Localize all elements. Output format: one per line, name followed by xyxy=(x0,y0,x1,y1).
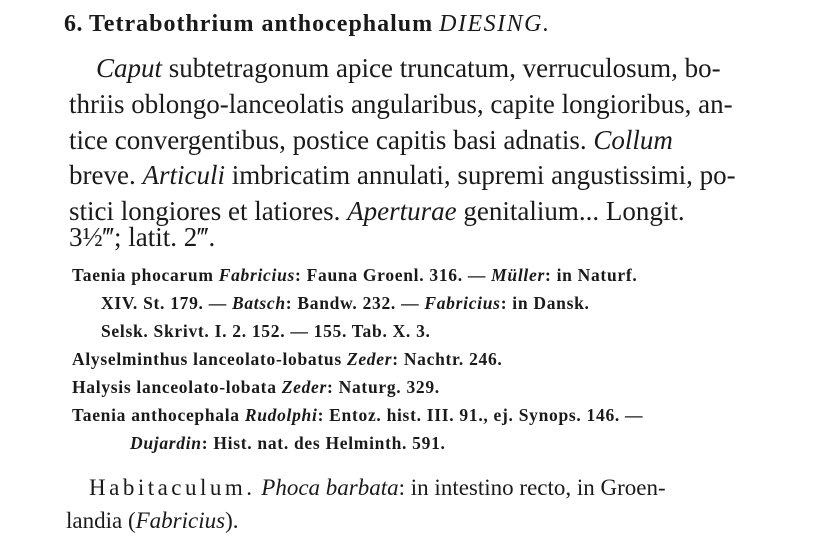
species-heading xyxy=(64,11,550,38)
synonym-line: Taenia anthocephala Rudolphi: Entoz. hist. III. 91., ej. Synops. 146. — xyxy=(72,405,644,425)
term-aperturae: Aperturae xyxy=(347,196,457,226)
term-articuli: Articuli xyxy=(142,160,225,190)
term-caput: Caput xyxy=(96,53,163,83)
description-line: thriis oblongo-lanceolatis angularibus, capite longioribus, an- xyxy=(69,89,733,119)
description-line: tice convergentibus, postice capitis basi adnatis. Collum xyxy=(69,125,673,155)
synonym-line: Selsk. Skrivt. I. 2. 152. — 155. Tab. X. 3. xyxy=(101,321,431,341)
habitat-line: Habitaculum. Phoca barbata: in intestino recto, in Groen- xyxy=(89,475,666,500)
synonym-line: Dujardin: Hist. nat. des Helminth. 591. xyxy=(130,433,446,453)
description-line xyxy=(69,222,215,253)
habitat-line: landia (Fabricius). xyxy=(66,508,239,533)
species-number: 6. xyxy=(64,11,83,37)
habitat-label: Habitaculum. xyxy=(89,475,256,500)
term-collum: Collum xyxy=(593,125,673,155)
synonym-line: Taenia phocarum Fabricius: Fauna Groenl. 316. — Müller: in Naturf. xyxy=(72,265,638,285)
synonym-line: Alyselminthus lanceolato-lobatus Zeder: Nachtr. 246. xyxy=(72,349,503,369)
description-line: stici longiores et latiores. Aperturae genitalium... Longit. xyxy=(69,196,685,226)
description-line: Caput subtetragonum apice truncatum, verruculosum, bo- xyxy=(96,53,721,83)
synonym-line: XIV. St. 179. — Batsch: Bandw. 232. — Fabricius: in Dansk. xyxy=(101,293,590,313)
habitat-host: Phoca barbata xyxy=(261,475,399,500)
synonym-line: Halysis lanceolato-lobata Zeder: Naturg. 329. xyxy=(72,377,440,397)
description-line: breve. Articuli imbricatim annulati, supremi angustissimi, po- xyxy=(69,160,736,190)
species-author: DIESING. xyxy=(439,11,551,37)
species-title: Tetrabothrium anthocephalum xyxy=(89,11,434,37)
dimensions: 3½‴; latit. 2‴. xyxy=(69,222,216,252)
